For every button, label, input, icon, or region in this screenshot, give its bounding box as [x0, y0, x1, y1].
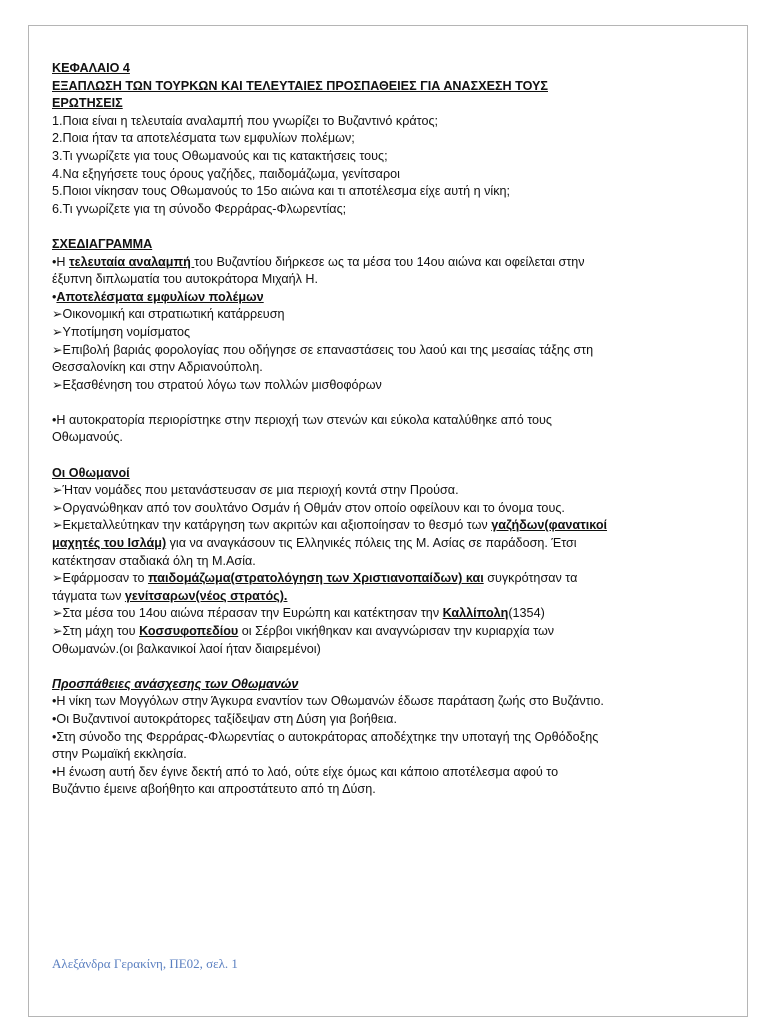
question-item: 2.Ποια ήταν τα αποτελέσματα των εμφυλίων πολέμων;: [52, 131, 355, 146]
paragraph-text: έξυπνη διπλωματία του αυτοκράτορα Μιχαήλ Η.: [52, 272, 319, 287]
paragraph-text: ➢Εκμεταλλεύτηκαν την κατάργηση των ακριτών και αξιοποίησαν το θεσμό των: [52, 518, 492, 533]
list-item: •Οι Βυζαντινοί αυτοκράτορες ταξίδεψαν στη Δύση για βοήθεια.: [52, 711, 397, 726]
term-janissaries: γενίτσαρων(νέος στρατός).: [124, 588, 288, 603]
bullet-text: •Η: [52, 254, 70, 269]
outline-paragraph: [52, 254, 727, 272]
term-last-flourish: τελευταία αναλαμπή: [69, 254, 195, 269]
list-item: ➢Υποτίμηση νομίσματος: [52, 324, 191, 339]
question-item: 6.Τι γνωρίζετε για τη σύνοδο Φερράρας-Φλωρεντίας;: [52, 201, 347, 216]
list-item: ➢Οργανώθηκαν από τον σουλτάνο Οσμάν ή Οθμάν στον οποίο οφείλουν και το όνομα τους.: [52, 500, 565, 515]
question-item: 4.Να εξηγήσετε τους όρους γαζήδες, παιδομάζωμα, γενίτσαροι: [52, 166, 400, 181]
list-item: [52, 517, 727, 535]
question-item: 1.Ποια είναι η τελευταία αναλαμπή που γνωρίζει το Βυζαντινό κράτος;: [52, 113, 439, 128]
document-body: [52, 60, 727, 799]
bullet-text: •: [52, 289, 57, 304]
term-kosovo: Κοσσυφοπεδίου: [139, 624, 239, 638]
list-item: •Στη σύνοδο της Φερράρας-Φλωρεντίας ο αυτοκράτορας αποδέχτηκε την υποταγή της Ορθόδοξης: [52, 729, 599, 744]
paragraph-text: για να αναγκάσουν τις Ελληνικές πόλεις της Μ. Ασίας σε παράδοση. Έτσι: [166, 536, 577, 551]
chapter-title: ΕΞΑΠΛΩΣΗ ΤΩΝ ΤΟΥΡΚΩΝ ΚΑΙ ΤΕΛΕΥΤΑΙΕΣ ΠΡΟΣΠΑΘΕΙΕΣ ΓΙΑ ΑΝΑΣΧΕΣΗ ΤΟΥΣ: [52, 78, 548, 93]
questions-heading: ΕΡΩΤΗΣΕΙΣ: [52, 96, 123, 111]
list-item: •Η νίκη των Μογγόλων στην Άγκυρα εναντίον των Οθωμανών έδωσε παράταση ζωής στο Βυζάντιο.: [52, 694, 604, 709]
list-item: ➢Οικονομική και στρατιωτική κατάρρευση: [52, 307, 285, 322]
term-gallipoli: Καλλίπολη: [442, 606, 509, 621]
term-gazis: γαζήδων(φανατικοί: [491, 518, 608, 533]
civil-war-results-heading: Αποτελέσματα εμφυλίων πολέμων: [56, 289, 264, 304]
list-item: [52, 623, 727, 641]
list-item: ➢Ήταν νομάδες που μετανάστευσαν σε μια περιοχή κοντά στην Προύσα.: [52, 483, 459, 498]
question-item: 3.Τι γνωρίζετε για τους Οθωμανούς και τις κατακτήσεις τους;: [52, 148, 388, 163]
paragraph-text: τάγματα των: [52, 588, 125, 603]
paragraph-text: Οθωμανούς.: [52, 430, 123, 445]
paragraph-text: Βυζάντιο έμεινε αβοήθητο και απροστάτευτο από τη Δύση.: [52, 782, 376, 797]
list-item: Θεσσαλονίκη και στην Αδριανούπολη.: [52, 360, 263, 375]
document-page: [28, 25, 748, 1017]
paragraph-text: Οθωμανών.(οι βαλκανικοί λαοί ήταν διαιρεμένοι): [52, 641, 321, 656]
questions-list: [52, 113, 727, 219]
term-devshirme: παιδομάζωμα(στρατολόγηση των Χριστιανοπαίδων) και: [147, 571, 484, 586]
chapter-heading: ΚΕΦΑΛΑΙΟ 4: [52, 61, 130, 75]
list-item: [52, 535, 727, 553]
results-list: [52, 306, 727, 394]
paragraph-text: κατέκτησαν σταδιακά όλη τη Μ.Ασία.: [52, 553, 256, 568]
list-item: ➢Εξασθένηση του στρατού λόγω των πολλών μισθοφόρων: [52, 377, 382, 392]
question-item: 5.Ποιοι νίκησαν τους Οθωμανούς το 15ο αιώνα και τι αποτέλεσμα είχε αυτή η νίκη;: [52, 184, 511, 199]
paragraph-text: ➢Εφάρμοσαν το: [52, 571, 148, 586]
subheading-line: [52, 289, 727, 307]
list-item: [52, 588, 727, 606]
list-item: [52, 570, 727, 588]
paragraph-text: ➢Στα μέσα του 14ου αιώνα πέρασαν την Ευρώπη και κατέκτησαν την: [52, 606, 443, 621]
paragraph-text: (1354): [508, 606, 545, 621]
paragraph-text: οι Σέρβοι νικήθηκαν και αναγνώρισαν την κυριαρχία των: [238, 624, 555, 638]
paragraph-text: συγκρότησαν τα: [483, 571, 578, 586]
paragraph-text: •Η αυτοκρατορία περιορίστηκε στην περιοχή των στενών και εύκολα καταλύθηκε από τους: [52, 412, 552, 427]
page-footer: Αλεξάνδρα Γερακίνη, ΠΕ02, σελ. 1: [52, 956, 238, 971]
list-item: •Η ένωση αυτή δεν έγινε δεκτή από το λαό, ούτε είχε όμως και κάποιο αποτέλεσμα αφού το: [52, 764, 559, 779]
ottomans-heading: Οι Οθωμανοί: [52, 465, 130, 480]
efforts-heading: Προσπάθειες ανάσχεσης των Οθωμανών: [52, 676, 299, 691]
paragraph-text: στην Ρωμαϊκή εκκλησία.: [52, 747, 187, 762]
paragraph-text: ➢Στη μάχη του: [52, 624, 140, 638]
list-item: ➢Επιβολή βαριάς φορολογίας που οδήγησε σε επαναστάσεις του λαού και της μεσαίας τάξης στη: [52, 342, 594, 357]
term-gazis-cont: μαχητές του Ισλάμ): [52, 536, 167, 551]
paragraph-text: του Βυζαντίου διήρκεσε ως τα μέσα του 14ου αιώνα και οφείλεται στην: [194, 254, 585, 269]
list-item: [52, 605, 727, 623]
outline-heading: ΣΧΕΔΙΑΓΡΑΜΜΑ: [52, 236, 153, 251]
